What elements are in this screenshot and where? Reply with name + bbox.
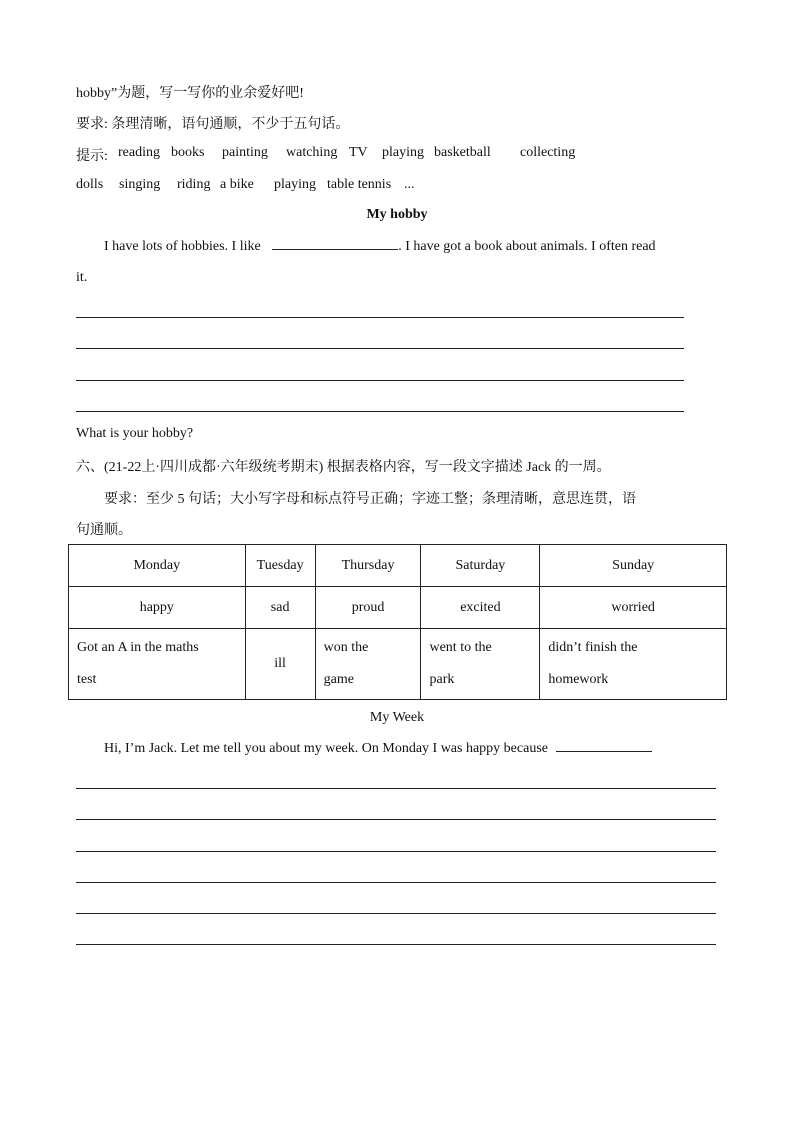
- reason-cell: [315, 629, 421, 700]
- reason-text: went to the: [429, 640, 492, 655]
- feeling-cell: happy: [69, 587, 246, 629]
- hint-word: playing: [274, 177, 316, 192]
- hint-word: riding: [177, 177, 211, 192]
- feeling-cell: excited: [421, 587, 540, 629]
- day-cell: Saturday: [421, 545, 540, 587]
- reason-cell: [245, 629, 315, 700]
- writing-line[interactable]: [76, 913, 716, 914]
- essay-title-my-week: My Week: [369, 710, 425, 725]
- writing-line[interactable]: [76, 819, 716, 820]
- writing-line[interactable]: [76, 411, 684, 412]
- reason-text: homework: [548, 672, 609, 687]
- hint-word: table tennis: [327, 177, 392, 192]
- feeling-cell: sad: [245, 587, 315, 629]
- reason-cell: [421, 629, 540, 700]
- hint-word: a bike: [220, 177, 254, 192]
- hobby-blank[interactable]: [272, 249, 398, 250]
- section-six-requirement: 要求：至少 5 句话；大小写字母和标点符号正确；字迹工整；条理清晰，意思连贯，语: [104, 492, 636, 507]
- table-row-reasons: [69, 629, 727, 700]
- hint-word: singing: [119, 177, 161, 192]
- hint-word: collecting: [520, 145, 576, 160]
- requirement-text: 要求: 条理清晰，语句通顺，不少于五句话。: [76, 117, 350, 132]
- opening-continuation: it.: [76, 270, 88, 285]
- writing-line[interactable]: [76, 348, 684, 349]
- hint-label: 提示:: [76, 149, 108, 164]
- section-six-heading: 六、(21-22上·四川成都·六年级统考期末) 根据表格内容，写一段文字描述 Jack 的一周。: [76, 460, 611, 475]
- reason-cell: [69, 629, 246, 700]
- writing-line[interactable]: [76, 944, 716, 945]
- reason-text: test: [77, 672, 97, 687]
- hint-word: books: [171, 145, 205, 160]
- feeling-cell: proud: [315, 587, 421, 629]
- because-blank[interactable]: [556, 751, 652, 752]
- opening-text-start: I have lots of hobbies. I like: [104, 239, 261, 254]
- day-cell: Thursday: [315, 545, 421, 587]
- writing-line[interactable]: [76, 317, 684, 318]
- reason-text: didn’t finish the: [548, 640, 638, 655]
- day-cell: Sunday: [540, 545, 727, 587]
- writing-line[interactable]: [76, 851, 716, 852]
- reason-text: ill: [274, 656, 286, 671]
- table-row-days: [69, 545, 727, 587]
- hint-word: painting: [222, 145, 268, 160]
- hint-line-1: [76, 145, 576, 165]
- hint-word: dolls: [76, 177, 104, 192]
- opening-text-end: . I have got a book about animals. I often read: [398, 239, 656, 254]
- reason-cell: [540, 629, 727, 700]
- table-row-feelings: [69, 587, 727, 629]
- hint-word: TV: [349, 145, 368, 160]
- hint-word: ...: [404, 177, 415, 192]
- essay-title-my-hobby: My hobby: [366, 207, 428, 222]
- writing-line[interactable]: [76, 882, 716, 883]
- feeling-cell: worried: [540, 587, 727, 629]
- day-cell: Monday: [69, 545, 246, 587]
- week-opening-text: Hi, I’m Jack. Let me tell you about my week. On Monday I was happy because: [104, 741, 548, 756]
- hint-word: watching: [286, 145, 338, 160]
- reason-text: park: [429, 672, 455, 687]
- reason-text: game: [323, 672, 354, 687]
- writing-line[interactable]: [76, 380, 684, 381]
- section-six-requirement-cont: 句通顺。: [76, 523, 132, 538]
- hint-word: basketball: [434, 145, 491, 160]
- hint-word: playing: [382, 145, 424, 160]
- intro-line: hobby”为题，写一写你的业余爱好吧!: [76, 86, 304, 101]
- day-cell: Tuesday: [245, 545, 315, 587]
- week-opening-line: [104, 741, 652, 757]
- essay-opening-line: [104, 239, 724, 255]
- reason-text: Got an A in the maths: [77, 640, 199, 655]
- closing-question: What is your hobby?: [76, 426, 194, 441]
- week-table: [68, 544, 727, 700]
- reason-text: won the: [323, 640, 369, 655]
- hint-word: reading: [118, 145, 160, 160]
- hint-line-2: [76, 177, 476, 197]
- writing-line[interactable]: [76, 788, 716, 789]
